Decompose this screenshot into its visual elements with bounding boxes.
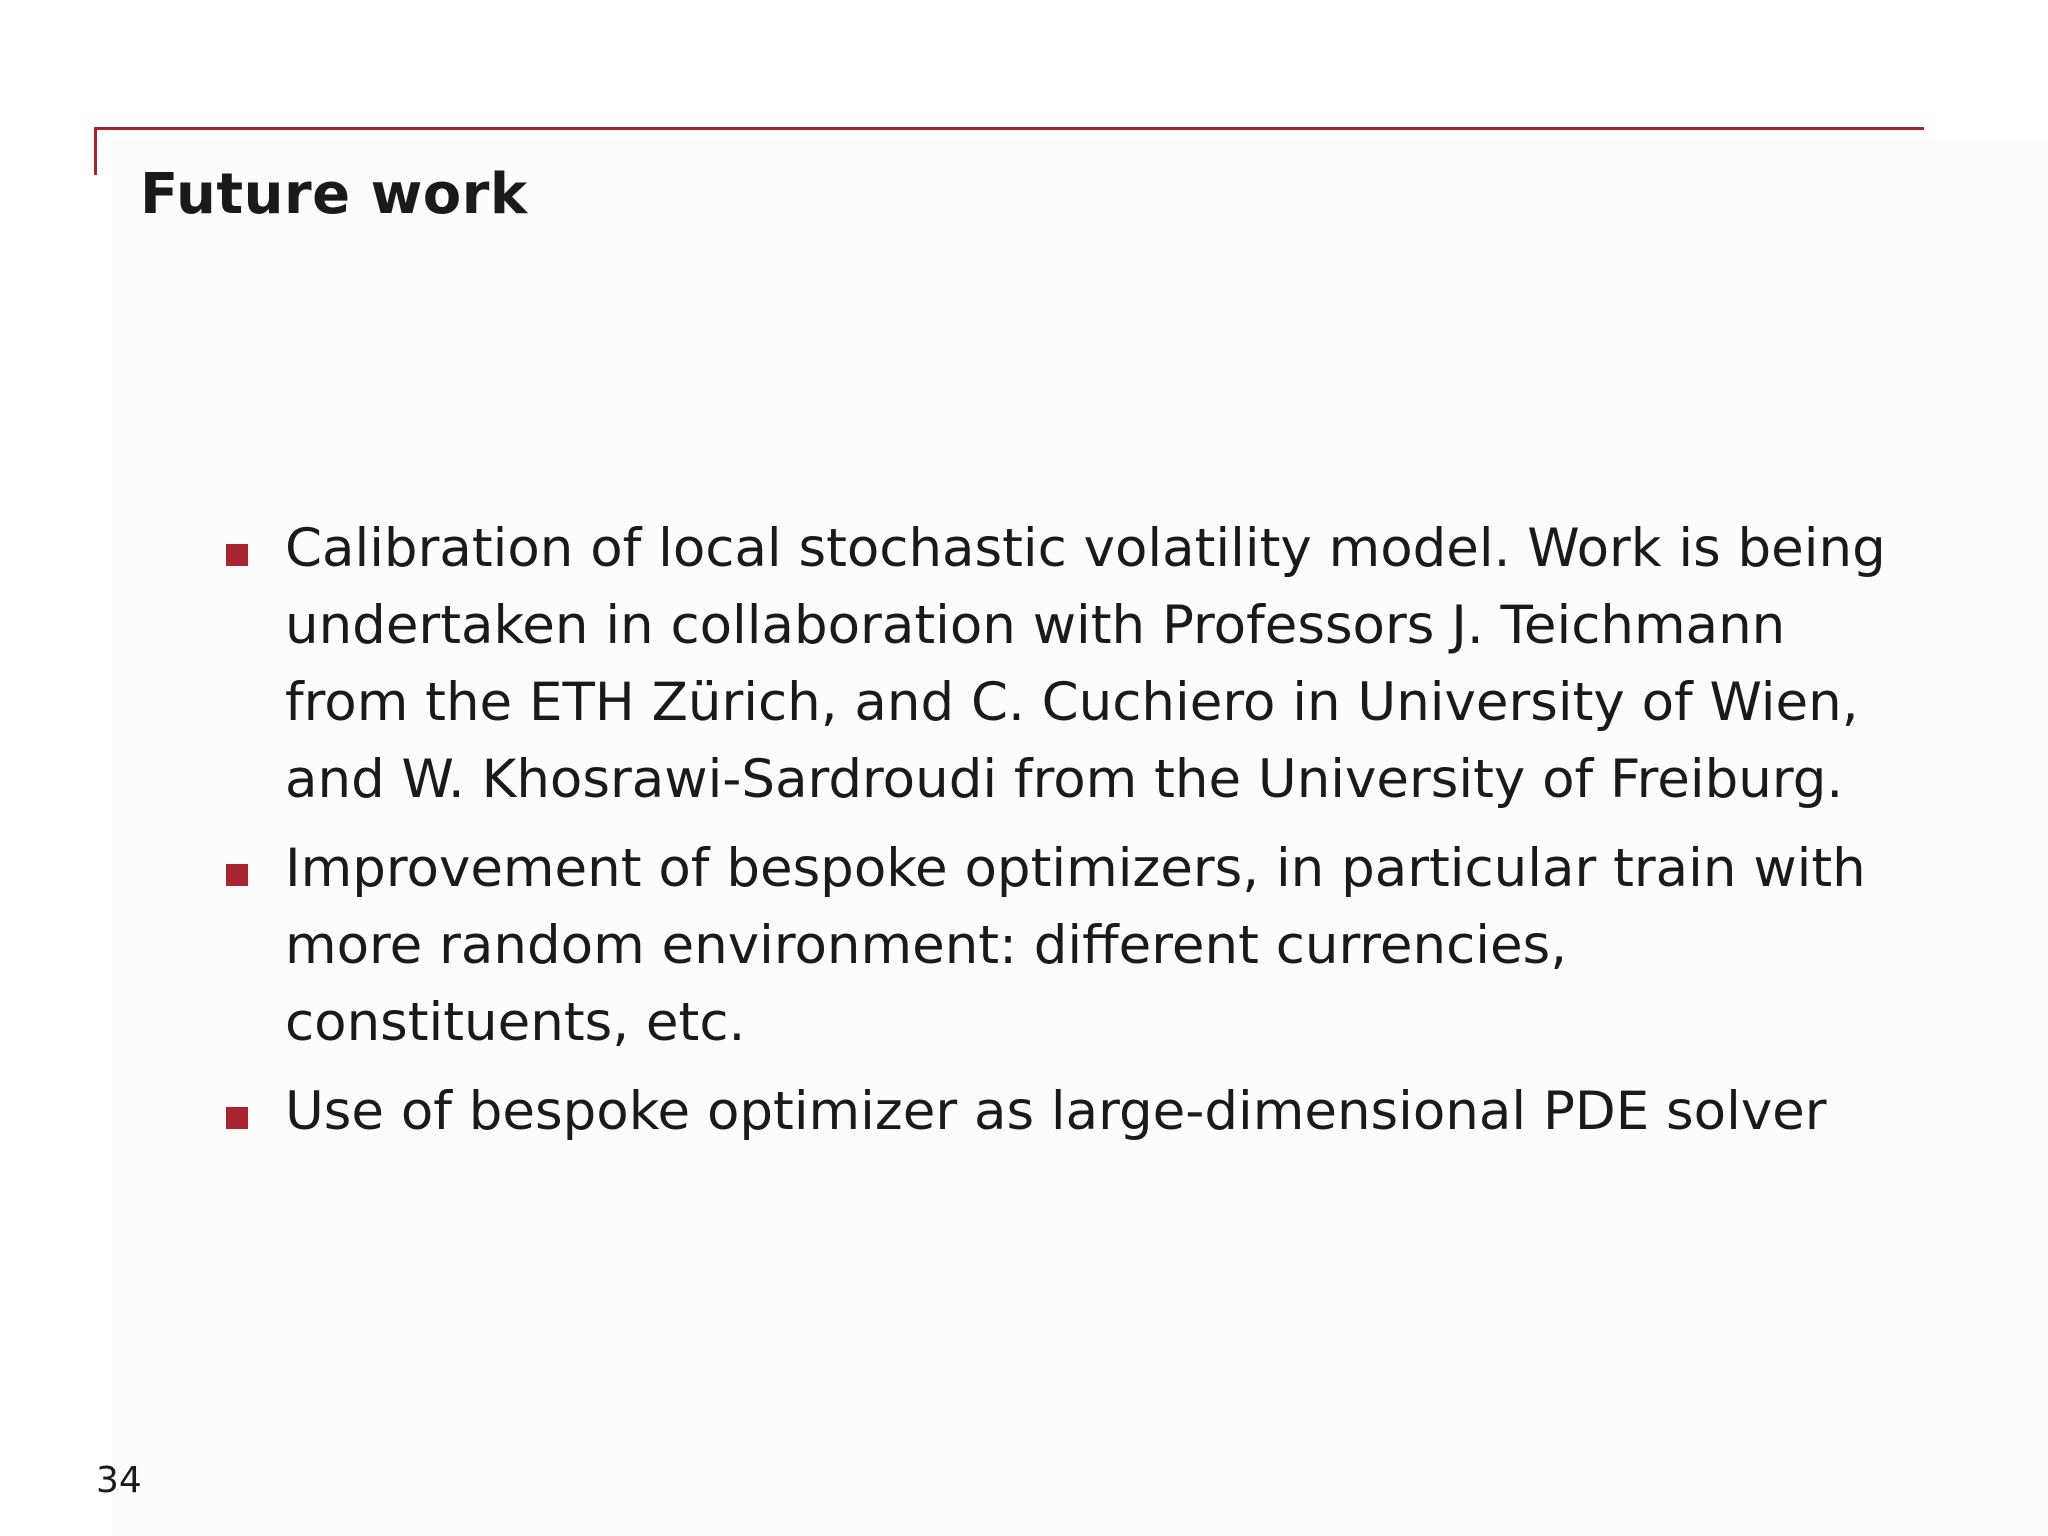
- bullet-item-optimizers: [220, 830, 1920, 1061]
- square-bullet-icon: [226, 1107, 248, 1129]
- header-rule: [94, 127, 1924, 130]
- bullet-item-pde-solver: [220, 1073, 1920, 1150]
- bullet-text: Use of bespoke optimizer as large-dimensional PDE solver: [285, 1081, 1827, 1142]
- square-bullet-icon: [226, 544, 248, 566]
- square-bullet-icon: [226, 864, 248, 886]
- bullet-item-calibration: [220, 510, 1920, 818]
- slide-title: Future work: [140, 162, 528, 227]
- bullet-text: Improvement of bespoke optimizers, in particular train with more random environment: different currencies, constituents, etc.: [285, 838, 1866, 1053]
- page-number: 34: [96, 1460, 142, 1501]
- header-corner-tick: [94, 127, 97, 175]
- bullet-list: [220, 510, 1920, 1162]
- bullet-text: Calibration of local stochastic volatility model. Work is being undertaken in collaboration with Professors J. Teichmann from the ETH Zürich, and C. Cuchiero in University of Wien, and W. Khosrawi-Sardroudi from the University of Freiburg.: [285, 518, 1886, 810]
